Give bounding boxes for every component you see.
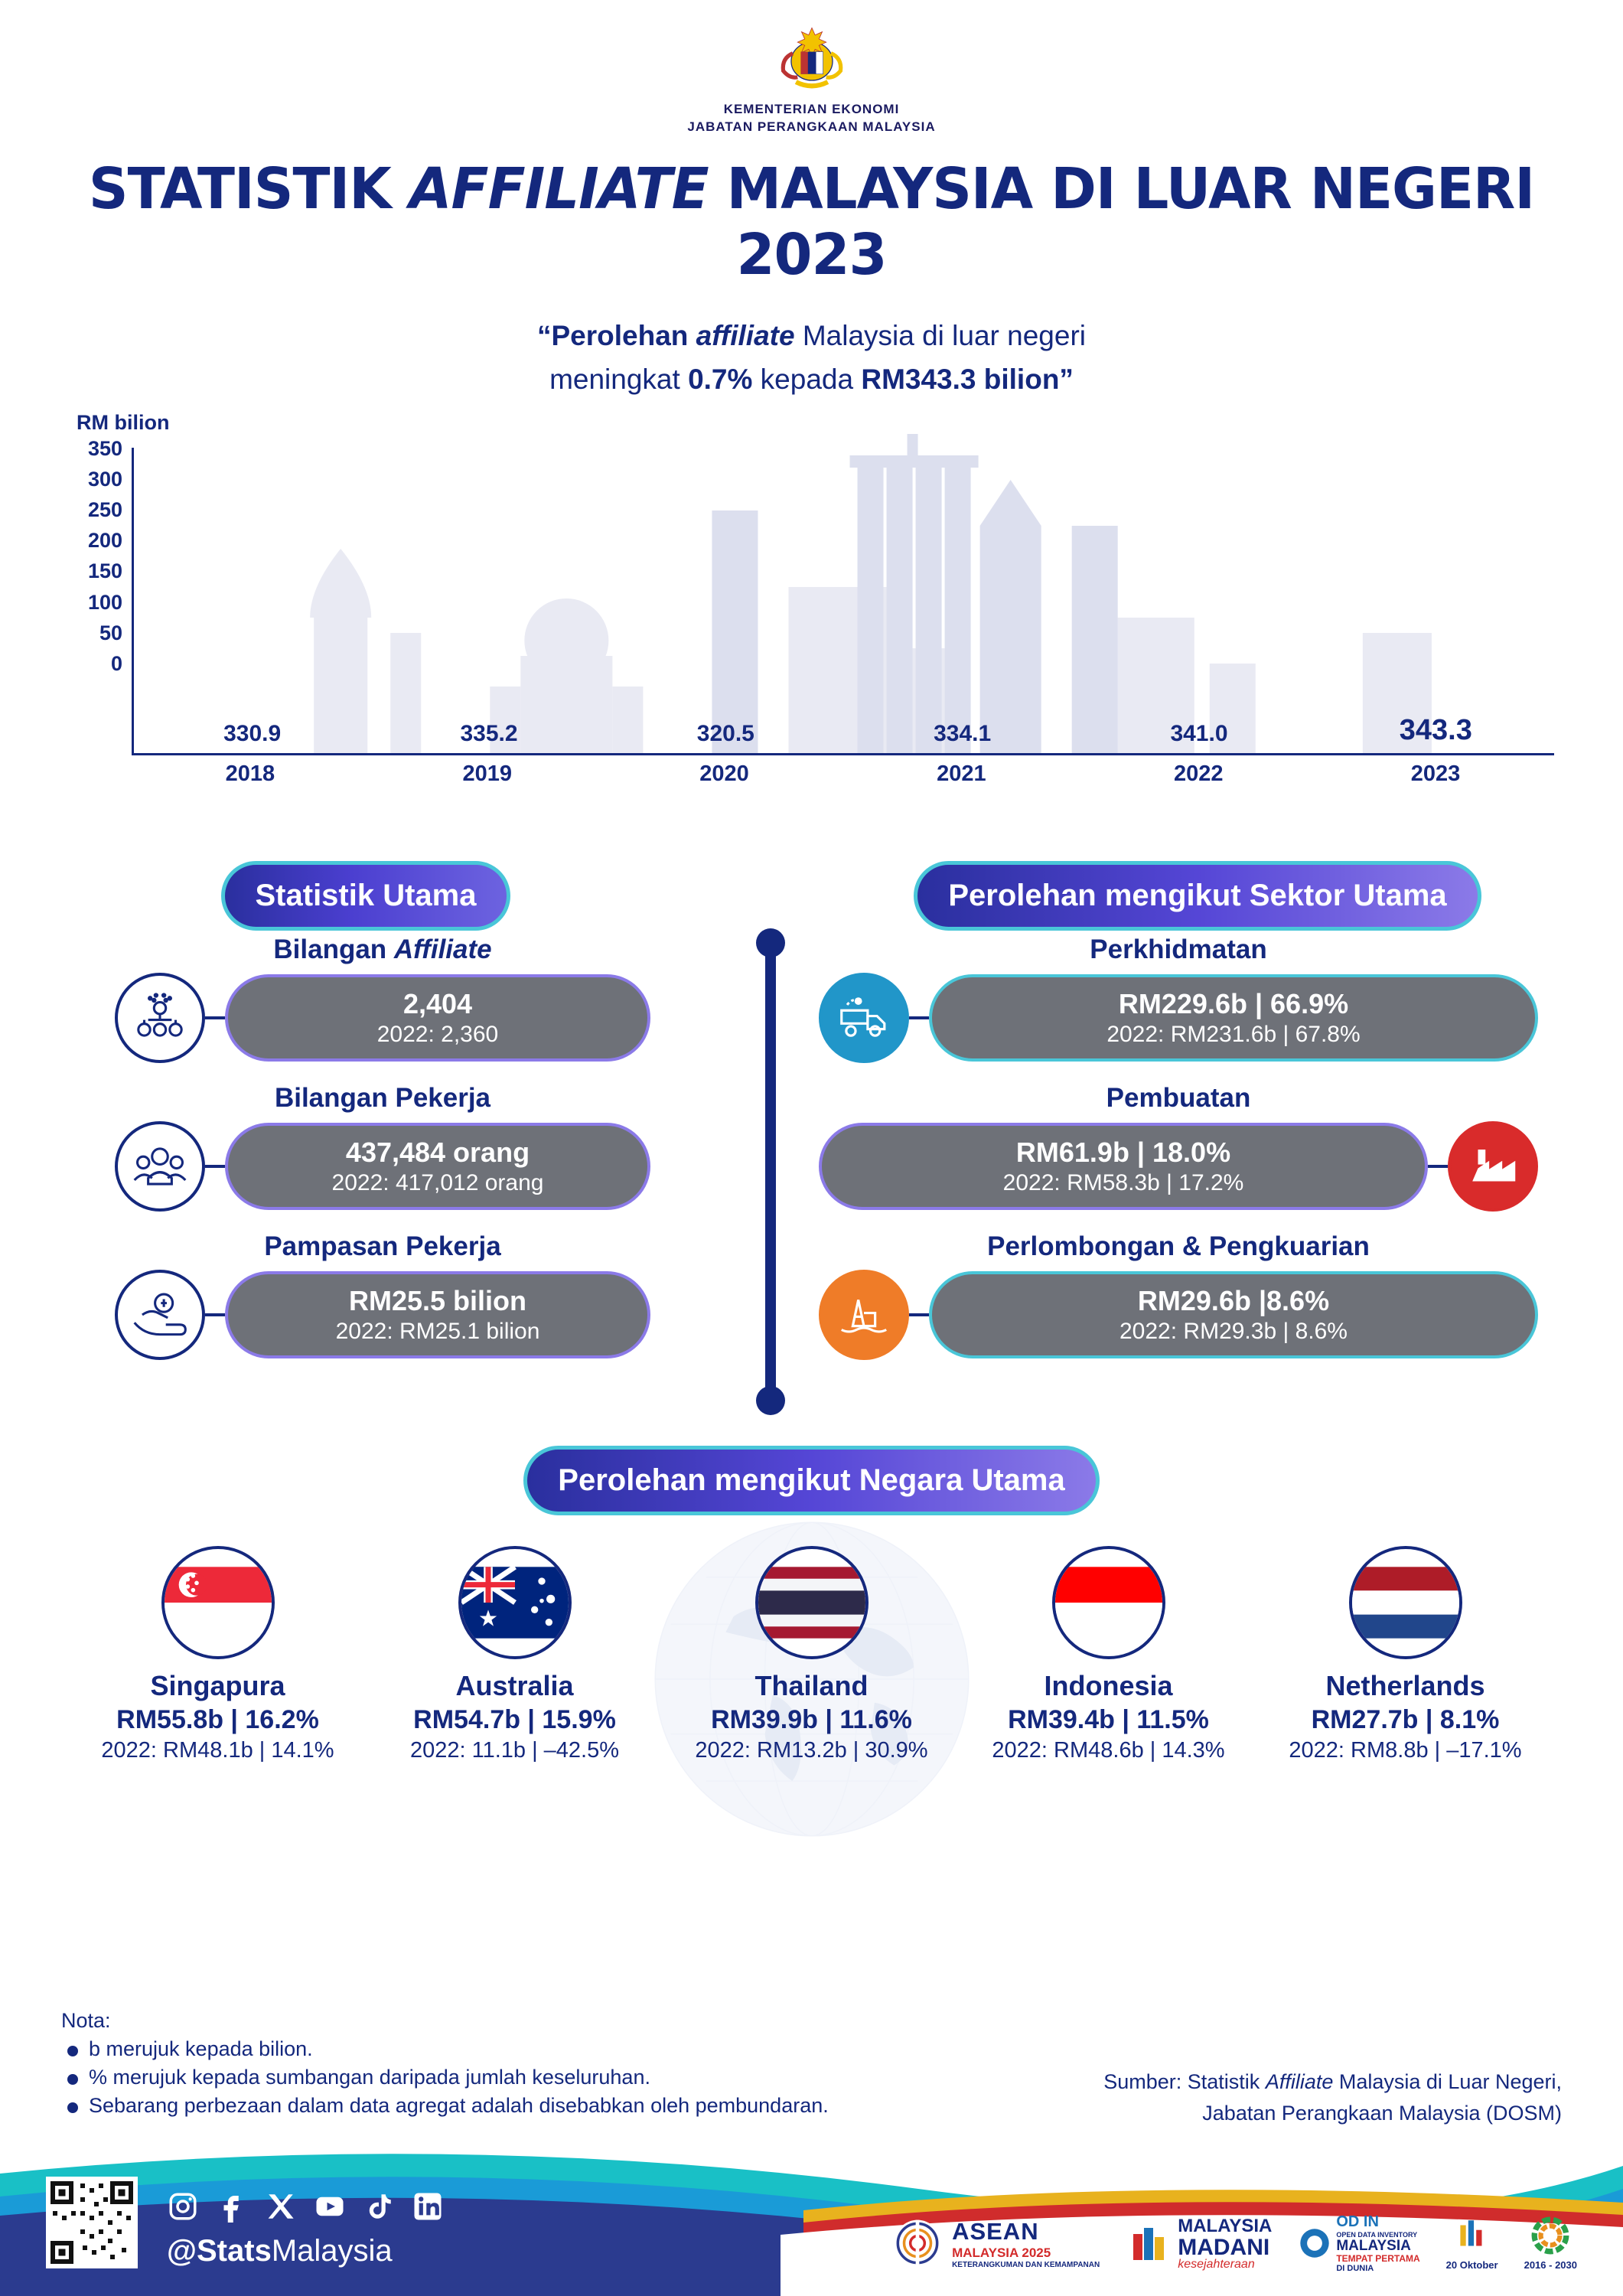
note-item: Sebarang perbezaan dalam data agregat adalah disebabkan oleh pembundaran. <box>61 2094 941 2118</box>
y-tick: 0 <box>110 651 122 675</box>
country-value: RM39.4b | 11.5% <box>1008 1704 1209 1734</box>
asean-line2: MALAYSIA 2025 <box>952 2245 1051 2260</box>
ministry-line-2: JABATAN PERANGKAAN MALAYSIA <box>687 119 936 134</box>
oil-rig-icon <box>819 1270 909 1360</box>
odin-logo <box>1298 2213 1419 2273</box>
sector-value: RM229.6b | 66.9% <box>1118 987 1349 1019</box>
odin-emblem-icon <box>1298 2226 1331 2260</box>
country-value: RM39.9b | 11.6% <box>711 1704 912 1734</box>
title-part-1: STATISTIK <box>88 155 409 222</box>
stat-title-text: Bilangan <box>273 934 394 964</box>
y-tick: 350 <box>87 436 122 460</box>
people-group-icon <box>115 1121 205 1212</box>
stat-title-emphasis: Affiliate <box>393 934 492 964</box>
x-tick: 2022 <box>1173 761 1224 786</box>
odin-line1: OD IN <box>1336 2213 1379 2230</box>
affiliate-network-icon <box>115 973 205 1063</box>
country-indonesia <box>971 1546 1247 1763</box>
country-previous: 2022: RM13.2b | 30.9% <box>695 1737 928 1763</box>
handle-light: Malaysia <box>271 2234 393 2268</box>
odin-line5: DI DUNIA <box>1336 2264 1374 2273</box>
factory-icon <box>1448 1121 1538 1212</box>
sector-value-perkhidmatan <box>929 974 1538 1062</box>
country-name: Indonesia <box>1044 1669 1173 1701</box>
ministry-label <box>0 101 1623 136</box>
connector-line <box>205 1165 225 1168</box>
sector-row-perlombongan <box>819 1270 1538 1360</box>
quote-line2-a: meningkat <box>549 364 689 396</box>
stat-row-pampasan <box>115 1270 650 1360</box>
odin-line3: MALAYSIA <box>1336 2238 1411 2254</box>
social-handle <box>167 2234 393 2268</box>
stat-title-pampasan: Pampasan Pekerja <box>264 1231 501 1261</box>
page-title <box>24 156 1599 288</box>
stat-value: 437,484 orang <box>345 1136 530 1168</box>
y-tick: 300 <box>87 467 122 491</box>
stat-previous: 2022: 417,012 orang <box>331 1169 544 1195</box>
notes-heading: Nota: <box>61 2009 111 2032</box>
footer <box>0 2143 1623 2296</box>
sector-row-pembuatan <box>819 1121 1538 1212</box>
connector-line <box>205 1313 225 1316</box>
x-tick: 2023 <box>1410 761 1461 786</box>
mid-section <box>0 934 1623 1424</box>
stat-previous: 2022: RM25.1 bilion <box>335 1318 540 1344</box>
source-line2: Jabatan Perangkaan Malaysia (DOSM) <box>1202 2101 1562 2125</box>
country-previous: 2022: RM48.1b | 14.1% <box>101 1737 334 1763</box>
sector-value: RM61.9b | 18.0% <box>1015 1136 1231 1168</box>
instagram-icon[interactable] <box>167 2190 199 2223</box>
hand-money-icon <box>115 1270 205 1360</box>
quote-line1-em: affiliate <box>696 319 795 351</box>
asean-emblem-icon <box>891 2216 944 2270</box>
country-name: Singapura <box>150 1669 285 1701</box>
country-name: Australia <box>455 1669 574 1701</box>
sector-title-perkhidmatan: Perkhidmatan <box>1090 934 1267 964</box>
social-icons <box>167 2190 444 2223</box>
country-singapura <box>80 1546 356 1763</box>
connector-line <box>1428 1165 1448 1168</box>
odin-line4: TEMPAT PERTAMA <box>1336 2253 1420 2264</box>
stat-value: RM25.5 bilion <box>348 1284 527 1316</box>
title-emphasis: AFFILIATE <box>409 155 709 222</box>
country-australia <box>377 1546 653 1763</box>
asean-line3: KETERANGKUMAN DAN KEMAMPANAN <box>952 2260 1100 2269</box>
country-name: Netherlands <box>1325 1669 1485 1701</box>
malaysia-crest-icon <box>772 20 852 99</box>
headline-quote <box>372 314 1252 402</box>
source-line1-a: Sumber: Statistik <box>1103 2070 1266 2093</box>
stat-value-affiliate <box>225 974 650 1062</box>
y-tick: 200 <box>87 529 122 553</box>
tiktok-icon[interactable] <box>363 2190 395 2223</box>
singapore-flag-icon <box>161 1546 275 1659</box>
asean-malaysia-2025-logo <box>891 2216 1100 2270</box>
plot-area <box>132 448 1554 755</box>
country-thailand <box>674 1546 950 1763</box>
linkedin-icon[interactable] <box>412 2190 444 2223</box>
divider-dot-bottom <box>756 1386 785 1415</box>
stat-value-pampasan <box>225 1271 650 1358</box>
vertical-divider <box>765 942 776 1401</box>
sector-statistics <box>819 934 1538 1380</box>
quote-line2-b: 0.7% <box>688 364 753 396</box>
note-item: % merujuk kepada sumbangan daripada jumlah keseluruhan. <box>61 2066 941 2089</box>
quote-line1-b: Malaysia di luar negeri <box>794 319 1087 351</box>
section-title-statistik-utama: Statistik Utama <box>221 861 511 931</box>
stat-row-affiliate <box>115 973 650 1063</box>
partner-logos <box>891 2213 1577 2273</box>
madani-line1: MALAYSIA <box>1178 2215 1273 2236</box>
source-block <box>1011 2066 1562 2128</box>
x-axis-ticks <box>132 762 1554 787</box>
odin-line2: OPEN DATA INVENTORY <box>1336 2231 1418 2239</box>
sdg-malaysia-logo <box>1524 2216 1577 2271</box>
madani-line2: MADANI <box>1178 2234 1270 2260</box>
ministry-line-1: KEMENTERIAN EKONOMI <box>723 102 900 116</box>
country-previous: 2022: 11.1b | –42.5% <box>409 1737 620 1763</box>
y-tick: 250 <box>87 497 122 521</box>
section-title-sektor-utama: Perolehan mengikut Sektor Utama <box>914 861 1481 931</box>
sdg-wheel-icon <box>1530 2216 1570 2255</box>
note-item: b merujuk kepada bilion. <box>61 2037 941 2061</box>
country-previous: 2022: RM8.8b | –17.1% <box>1289 1737 1522 1763</box>
sector-row-perkhidmatan <box>819 973 1538 1063</box>
revenue-bar-chart <box>61 410 1562 801</box>
asean-line1: ASEAN <box>952 2217 1039 2245</box>
country-list <box>0 1546 1623 1763</box>
netherlands-flag-icon <box>1349 1546 1462 1659</box>
services-truck-icon <box>819 973 909 1063</box>
bar-label: 335.2 <box>460 720 518 746</box>
connector-line <box>205 1016 225 1019</box>
qr-code[interactable] <box>46 2177 138 2268</box>
x-tick: 2018 <box>225 761 275 786</box>
x-tick: 2021 <box>937 761 986 786</box>
sector-previous: 2022: RM231.6b | 67.8% <box>1106 1021 1361 1047</box>
bar-label: 341.0 <box>1170 720 1228 746</box>
stat-value: 2,404 <box>402 987 473 1019</box>
country-previous: 2022: RM48.6b | 14.3% <box>992 1737 1225 1763</box>
malaysia-madani-logo <box>1126 2216 1272 2272</box>
sdg-caption: 2016 - 2030 <box>1524 2259 1577 2271</box>
hari-statistik-caption: 20 Oktober <box>1445 2259 1498 2271</box>
notes-block <box>61 2009 941 2122</box>
x-tick: 2020 <box>699 761 749 786</box>
sector-title-pembuatan: Pembuatan <box>1106 1082 1251 1113</box>
stat-value-pekerja <box>225 1123 650 1210</box>
country-name: Thailand <box>754 1669 869 1701</box>
thailand-flag-icon <box>755 1546 869 1659</box>
country-netherlands <box>1268 1546 1543 1763</box>
handle-bold: @Stats <box>167 2234 272 2268</box>
sector-title-perlombongan: Perlombongan & Pengkuarian <box>987 1231 1370 1261</box>
madani-line3: kesejahteraan <box>1178 2257 1255 2271</box>
sector-value-perlombongan <box>929 1271 1538 1358</box>
stat-previous: 2022: 2,360 <box>376 1021 499 1047</box>
connector-line <box>909 1016 929 1019</box>
youtube-icon[interactable] <box>314 2190 346 2223</box>
statistics-day-icon <box>1452 2216 1492 2255</box>
divider-dot-top <box>756 928 785 957</box>
facebook-icon[interactable] <box>216 2190 248 2223</box>
y-axis-title: RM bilion <box>77 410 170 434</box>
stat-title-affiliate <box>115 934 650 965</box>
connector-line <box>909 1313 929 1316</box>
title-part-2: MALAYSIA DI LUAR NEGERI 2023 <box>708 155 1535 288</box>
country-value: RM27.7b | 8.1% <box>1311 1704 1500 1734</box>
sector-value-pembuatan <box>819 1123 1428 1210</box>
madani-emblem-icon <box>1126 2220 1172 2266</box>
stat-row-pekerja <box>115 1121 650 1212</box>
source-line1-b: Malaysia di Luar Negeri, <box>1333 2070 1562 2093</box>
bar-label: 334.1 <box>934 720 992 746</box>
stat-title-pekerja: Bilangan Pekerja <box>274 1082 491 1113</box>
quote-line1-a: “Perolehan <box>536 319 696 351</box>
hari-statistik-logo <box>1446 2216 1498 2271</box>
source-line1-em: Affiliate <box>1265 2070 1334 2093</box>
country-value: RM54.7b | 15.9% <box>413 1704 616 1734</box>
y-tick: 100 <box>87 590 122 614</box>
quote-line2-c: kepada <box>752 364 862 396</box>
bar-label: 330.9 <box>223 720 282 746</box>
y-tick: 150 <box>87 559 122 583</box>
section-title-negara-utama: Perolehan mengikut Negara Utama <box>523 1446 1099 1515</box>
sector-value: RM29.6b |8.6% <box>1137 1284 1330 1316</box>
header <box>0 0 1623 402</box>
bar-label: 343.3 <box>1399 713 1472 746</box>
x-twitter-icon[interactable] <box>265 2190 297 2223</box>
y-axis-ticks <box>61 436 122 685</box>
bar-label: 320.5 <box>696 720 754 746</box>
australia-flag-icon <box>458 1546 572 1659</box>
key-statistics <box>115 934 650 1380</box>
sector-previous: 2022: RM29.3b | 8.6% <box>1119 1318 1348 1344</box>
x-tick: 2019 <box>462 761 512 786</box>
sector-previous: 2022: RM58.3b | 17.2% <box>1002 1169 1244 1195</box>
indonesia-flag-icon <box>1052 1546 1165 1659</box>
bars-container <box>134 448 1554 753</box>
y-tick: 50 <box>99 621 122 644</box>
quote-line2-d: RM343.3 bilion” <box>861 364 1074 396</box>
country-value: RM55.8b | 16.2% <box>116 1704 319 1734</box>
country-section <box>0 1446 1623 1763</box>
